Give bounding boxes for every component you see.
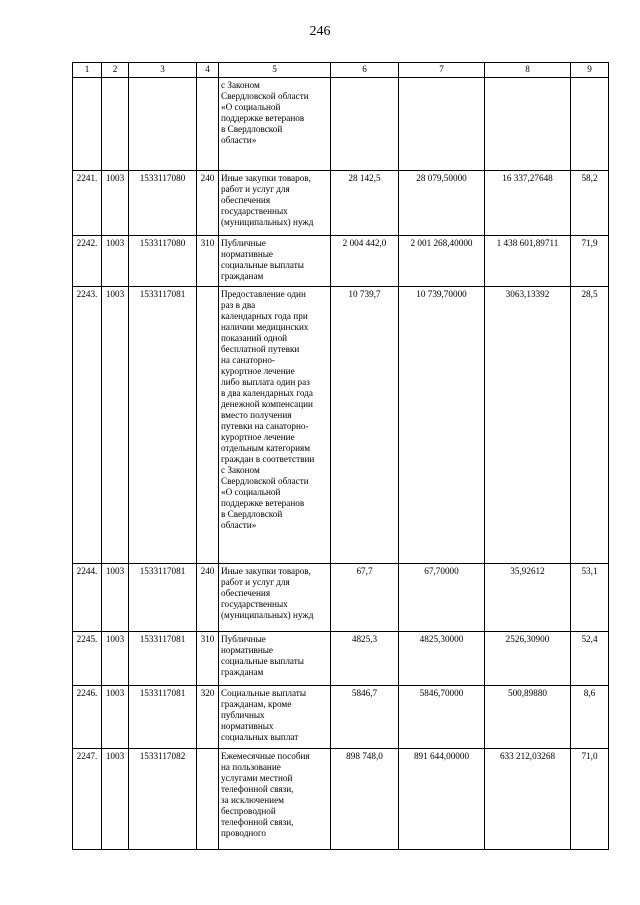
planned-amount: 10 739,7 xyxy=(331,287,399,564)
table-row xyxy=(73,632,609,686)
row-description: Иные закупки товаров, работ и услуг для обеспечения государственных (муниципальных) нужд xyxy=(219,564,331,632)
execution-percent: 28,5 xyxy=(571,287,609,564)
planned-amount: 67,7 xyxy=(331,564,399,632)
executed-amount: 35,92612 xyxy=(485,564,571,632)
approved-amount xyxy=(399,78,485,171)
column-header: 8 xyxy=(485,63,571,78)
executed-amount: 16 337,27648 xyxy=(485,171,571,236)
approved-amount: 891 644,00000 xyxy=(399,749,485,850)
target-code: 1533117080 xyxy=(129,236,197,287)
table-row xyxy=(73,171,609,236)
table-row xyxy=(73,749,609,850)
row-description: с Законом Свердловской области «О социальной поддержке ветеранов в Свердловской области» xyxy=(219,78,331,171)
expense-type: 310 xyxy=(197,632,219,686)
target-code: 1533117080 xyxy=(129,171,197,236)
planned-amount: 898 748,0 xyxy=(331,749,399,850)
target-code: 1533117081 xyxy=(129,686,197,749)
row-number: 2246. xyxy=(73,686,102,749)
expense-type xyxy=(197,78,219,171)
column-header: 5 xyxy=(219,63,331,78)
execution-percent: 71,0 xyxy=(571,749,609,850)
execution-percent: 71,9 xyxy=(571,236,609,287)
approved-amount: 5846,70000 xyxy=(399,686,485,749)
section-code: 1003 xyxy=(102,749,129,850)
section-code: 1003 xyxy=(102,632,129,686)
target-code: 1533117081 xyxy=(129,564,197,632)
row-number xyxy=(73,78,102,171)
column-header: 2 xyxy=(102,63,129,78)
approved-amount: 2 001 268,40000 xyxy=(399,236,485,287)
row-number: 2242. xyxy=(73,236,102,287)
row-number: 2244. xyxy=(73,564,102,632)
planned-amount: 5846,7 xyxy=(331,686,399,749)
table-row xyxy=(73,78,609,171)
expense-type: 310 xyxy=(197,236,219,287)
row-description: Публичные нормативные социальные выплаты гражданам xyxy=(219,236,331,287)
execution-percent: 53,1 xyxy=(571,564,609,632)
row-number: 2241. xyxy=(73,171,102,236)
executed-amount: 633 212,03268 xyxy=(485,749,571,850)
expense-type: 240 xyxy=(197,564,219,632)
page-number: 246 xyxy=(309,24,331,39)
execution-percent: 8,6 xyxy=(571,686,609,749)
executed-amount: 500,89880 xyxy=(485,686,571,749)
section-code: 1003 xyxy=(102,564,129,632)
table-row xyxy=(73,564,609,632)
column-header: 1 xyxy=(73,63,102,78)
row-number: 2245. xyxy=(73,632,102,686)
expense-type: 240 xyxy=(197,171,219,236)
row-number: 2243. xyxy=(73,287,102,564)
column-header: 4 xyxy=(197,63,219,78)
executed-amount: 3063,13392 xyxy=(485,287,571,564)
column-header: 9 xyxy=(571,63,609,78)
execution-percent: 58,2 xyxy=(571,171,609,236)
row-description: Публичные нормативные социальные выплаты гражданам xyxy=(219,632,331,686)
executed-amount: 2526,30900 xyxy=(485,632,571,686)
budget-table xyxy=(72,62,609,850)
expense-type: 320 xyxy=(197,686,219,749)
approved-amount: 28 079,50000 xyxy=(399,171,485,236)
executed-amount xyxy=(485,78,571,171)
row-description: Иные закупки товаров, работ и услуг для обеспечения государственных (муниципальных) нужд xyxy=(219,171,331,236)
execution-percent xyxy=(571,78,609,171)
target-code xyxy=(129,78,197,171)
table-row xyxy=(73,686,609,749)
section-code: 1003 xyxy=(102,236,129,287)
table-row xyxy=(73,287,609,564)
section-code: 1003 xyxy=(102,171,129,236)
approved-amount: 4825,30000 xyxy=(399,632,485,686)
column-header: 3 xyxy=(129,63,197,78)
planned-amount: 4825,3 xyxy=(331,632,399,686)
planned-amount: 28 142,5 xyxy=(331,171,399,236)
column-header: 6 xyxy=(331,63,399,78)
table-header-row xyxy=(73,63,609,78)
approved-amount: 67,70000 xyxy=(399,564,485,632)
planned-amount xyxy=(331,78,399,171)
section-code: 1003 xyxy=(102,287,129,564)
section-code xyxy=(102,78,129,171)
planned-amount: 2 004 442,0 xyxy=(331,236,399,287)
row-description: Предоставление один раз в два календарных года при наличии медицинских показаний одной бесплатной путевки на санаторно- курортное лечение либо выплата один раз в два календарных года денежной компенсации вместо получения путевки на санаторно- курортное лечение отдельным категориям граждан в соответствии с Законом Свердловской области «О социальной поддержке ветеранов в Свердловской области» xyxy=(219,287,331,564)
section-code: 1003 xyxy=(102,686,129,749)
table-row xyxy=(73,236,609,287)
row-number: 2247. xyxy=(73,749,102,850)
approved-amount: 10 739,70000 xyxy=(399,287,485,564)
execution-percent: 52,4 xyxy=(571,632,609,686)
column-header: 7 xyxy=(399,63,485,78)
target-code: 1533117081 xyxy=(129,287,197,564)
row-description: Ежемесячные пособия на пользование услугами местной телефонной связи, за исключением беспроводной телефонной связи, проводного xyxy=(219,749,331,850)
target-code: 1533117082 xyxy=(129,749,197,850)
row-description: Социальные выплаты гражданам, кроме публичных нормативных социальных выплат xyxy=(219,686,331,749)
executed-amount: 1 438 601,89711 xyxy=(485,236,571,287)
expense-type xyxy=(197,749,219,850)
target-code: 1533117081 xyxy=(129,632,197,686)
expense-type xyxy=(197,287,219,564)
